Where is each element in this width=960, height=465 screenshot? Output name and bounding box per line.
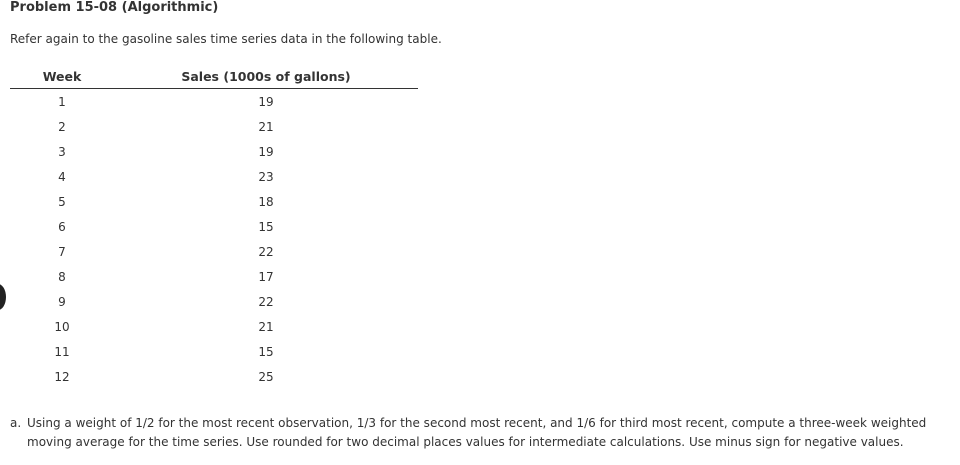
question-text-1: Using a weight of 1/2 for the most recent observation, 1/3 for the second most recent, and 1/6 for third most recent, compute a three-week weighted — [27, 416, 927, 430]
week-cell: 1 — [58, 94, 66, 109]
side-tab-indicator[interactable] — [0, 284, 6, 310]
sales-cell: 25 — [258, 369, 274, 384]
sales-cell: 22 — [258, 294, 274, 309]
week-cell: 6 — [58, 219, 66, 234]
table-row — [10, 289, 418, 314]
table-row — [10, 114, 418, 139]
week-cell: 7 — [58, 244, 66, 259]
table-row — [10, 364, 418, 389]
question-a — [10, 414, 950, 452]
week-cell: 2 — [58, 119, 66, 134]
week-cell: 12 — [54, 369, 70, 384]
week-cell: 11 — [54, 344, 70, 359]
table-row — [10, 339, 418, 364]
table-row — [10, 314, 418, 339]
week-cell: 4 — [58, 169, 66, 184]
sales-cell: 18 — [258, 194, 274, 209]
question-line-1 — [10, 414, 950, 433]
table-row — [10, 189, 418, 214]
sales-cell: 19 — [258, 144, 274, 159]
sales-cell: 15 — [258, 344, 274, 359]
table-header-row — [10, 64, 418, 89]
question-line-2: moving average for the time series. Use rounded for two decimal places values for intermediate calculations. Use minus sign for negative values. — [27, 435, 904, 449]
problem-intro: Refer again to the gasoline sales time series data in the following table. — [10, 32, 442, 46]
header-week: Week — [10, 64, 114, 89]
sales-table — [10, 64, 418, 389]
week-cell: 9 — [58, 294, 66, 309]
sales-cell: 15 — [258, 219, 274, 234]
table-row — [10, 264, 418, 289]
sales-cell: 23 — [258, 169, 274, 184]
problem-title: Problem 15-08 (Algorithmic) — [10, 0, 219, 15]
sales-cell: 17 — [258, 269, 274, 284]
table-row — [10, 164, 418, 189]
week-cell: 10 — [54, 319, 70, 334]
header-sales: Sales (1000s of gallons) — [114, 64, 418, 89]
sales-table-container — [10, 64, 418, 389]
week-cell: 8 — [58, 269, 66, 284]
table-row — [10, 239, 418, 264]
question-label: a. — [10, 416, 22, 430]
table-row — [10, 214, 418, 239]
week-cell: 3 — [58, 144, 66, 159]
week-cell: 5 — [58, 194, 66, 209]
sales-cell: 21 — [258, 119, 274, 134]
sales-cell: 22 — [258, 244, 274, 259]
table-row — [10, 139, 418, 164]
sales-cell: 19 — [258, 94, 274, 109]
table-row — [10, 89, 418, 115]
sales-cell: 21 — [258, 319, 274, 334]
